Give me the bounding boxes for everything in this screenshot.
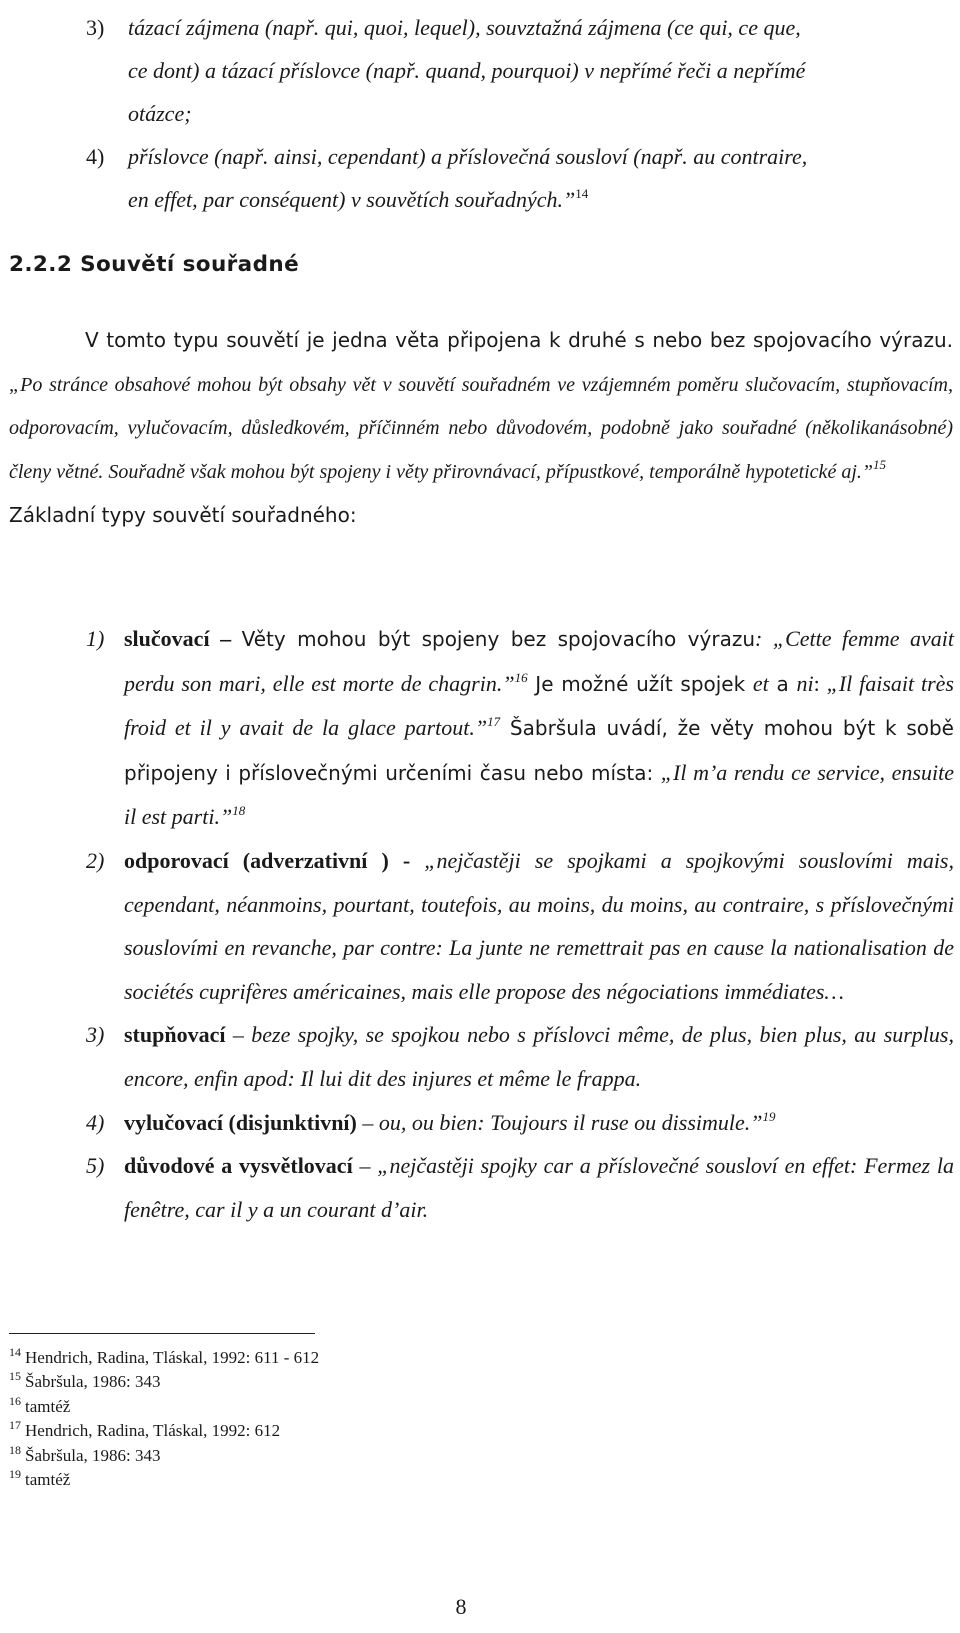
paragraph-quote: „Po stránce obsahové mohou být obsahy vět v souvětí souřadném ve vzájemném poměru slučovacím, stupňovacím, odporovacím, vylučovacím, důsledkovém, příčinném nebo důvodovém, podobně jako souřadné (několikanásobné) členy větné. Souřadně však mohou být spojeny i věty přirovnávací, přípustkové, temporálně hypotetické aj.” bbox=[9, 373, 953, 483]
type-description: „nejčastěji se spojkami a spojkovými souslovími mais, cependant, néanmoins, pourtant, toutefois, au moins, du moins, au contraire, s příslovečnými souslovími en revanche, par contre: La junte ne remettrait pas en cause la nationalisation de sociétés cuprifères américaines, mais elle propose des négociations immédiates… bbox=[124, 847, 954, 1004]
type-description: – ou, ou bien: Toujours il ruse ou dissimule.” bbox=[356, 1109, 763, 1135]
footnote-ref: 17 bbox=[487, 714, 501, 730]
type-name: stupňovací bbox=[124, 1022, 226, 1048]
type-item-1: 1) slučovací – Věty mohou být spojeny bez spojovacího výrazu: „Cette femme avait perdu son mari, elle est morte de chagrin.”$^{16}$ Je možné užít spojek et a ni: „Il faisait très froid et il y avait de la glace partout.”$^{17}$ Šabršula uvádí, že věty mohou být k sobě připojeny i příslovečnými určeními času nebo místa: „Il m’a rendu ce service, ensuite il est parti.”$^{18}$ bbox=[86, 617, 954, 839]
type-item-4 bbox=[86, 1101, 954, 1145]
footnote-ref: 14 bbox=[575, 186, 589, 201]
type-name: slučovací bbox=[124, 626, 210, 651]
type-name: důvodové a vysvětlovací bbox=[124, 1153, 353, 1179]
footnote: $^{16}$ tamtéž bbox=[9, 1393, 71, 1416]
list-number: 5) bbox=[86, 1153, 105, 1179]
list-item-3 bbox=[86, 6, 954, 135]
paragraph-plain-text: V tomto typu souvětí je jedna věta připojena k druhé s nebo bez spojovacího výrazu. bbox=[85, 328, 953, 352]
list-item-text: příslovce (např. ainsi, cependant) a příslovečná sousloví (např. au contraire, en effet, par conséquent) v souvětích souřadných.” bbox=[128, 144, 808, 212]
type-name: vylučovací (disjunktivní) bbox=[124, 1109, 357, 1135]
pronoun-adverb-list bbox=[86, 6, 954, 221]
footnote-ref: 16 bbox=[514, 669, 528, 685]
clause-types-list bbox=[86, 617, 954, 1231]
footnote-ref: 18 bbox=[232, 803, 246, 819]
list-number: 4) bbox=[86, 144, 105, 169]
type-name: odporovací (adverzativní ) - bbox=[124, 847, 411, 873]
footnote-separator bbox=[9, 1333, 315, 1334]
intro-paragraph bbox=[9, 319, 953, 538]
example-quote: „Cette femme avait perdu son mari, elle est morte de chagrin.” bbox=[124, 626, 954, 696]
list-number: 3) bbox=[86, 1022, 105, 1048]
example-quote: „Il m’a rendu ce service, ensuite il est parti.” bbox=[124, 759, 954, 830]
list-number: 1) bbox=[86, 626, 105, 651]
list-number: 2) bbox=[86, 847, 105, 873]
footnote: $^{14}$ Hendrich, Radina, Tláskal, 1992: 611 - 612 bbox=[9, 1345, 320, 1367]
footnote: $^{17}$ Hendrich, Radina, Tláskal, 1992: 612 bbox=[9, 1418, 281, 1441]
list-number: 4) bbox=[86, 1109, 105, 1135]
footnote-ref: 19 bbox=[762, 1108, 776, 1124]
type-item-5 bbox=[86, 1144, 954, 1231]
type-description: – beze spojky, se spojkou nebo s příslovci même, de plus, bien plus, au surplus, encore, enfin apod: Il lui dit des injures et même le frappa. bbox=[124, 1022, 954, 1091]
page-number: 8 bbox=[455, 1594, 467, 1619]
example-quote: „Il faisait très froid et il y avait de la glace partout.” bbox=[124, 670, 954, 741]
paragraph-last-line: Základní typy souvětí souřadného: bbox=[9, 503, 357, 528]
list-item-text: tázací zájmena (např. qui, quoi, lequel), souvztažná zájmena (ce qui, ce que, ce dont) a tázací příslovce (např. quand, pourquoi) v nepřímé řeči a nepřímé otázce; bbox=[128, 15, 806, 126]
footnote: $^{19}$ tamtéž bbox=[9, 1467, 71, 1490]
footnotes bbox=[9, 1346, 319, 1492]
type-description: – „nejčastěji spojky car a příslovečné sousloví en effet: Fermez la fenêtre, car il y a un courant d’air. bbox=[124, 1153, 954, 1222]
list-number: 3) bbox=[86, 15, 105, 40]
footnote-ref: 15 bbox=[873, 456, 886, 472]
type-item-2 bbox=[86, 839, 954, 1013]
footnote: $^{18}$ Šabršula, 1986: 343 bbox=[9, 1442, 161, 1465]
section-heading: 2.2.2 Souvětí souřadné bbox=[9, 252, 300, 277]
type-item-3 bbox=[86, 1013, 954, 1100]
list-item-4 bbox=[86, 135, 954, 221]
footnote: $^{15}$ Šabršula, 1986: 343 bbox=[9, 1369, 161, 1392]
